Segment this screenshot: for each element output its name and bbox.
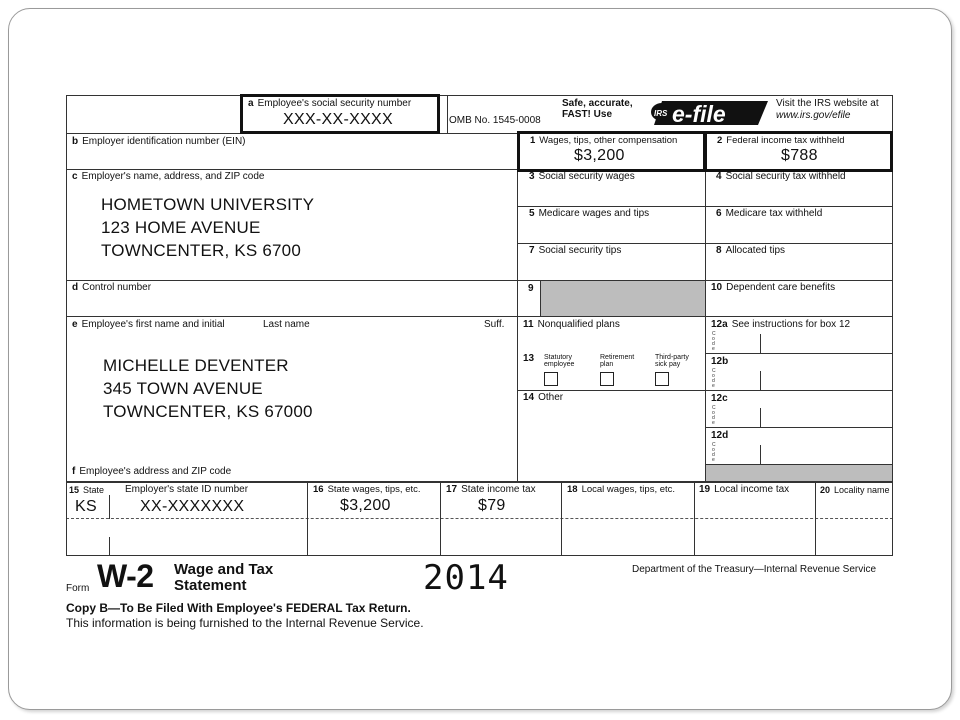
box-1-value: $3,200 bbox=[574, 147, 625, 164]
box-15-label: 15 State bbox=[69, 485, 105, 495]
state-value: KS bbox=[75, 498, 97, 515]
last-name-label: Last name bbox=[263, 319, 310, 330]
box-12b-label: 12b bbox=[711, 356, 729, 367]
retirement-plan-label: Retirement plan bbox=[600, 354, 635, 368]
box-3-label: 3 Social security wages bbox=[529, 171, 635, 182]
box-12c-label: 12c bbox=[711, 393, 728, 404]
box-20-label: 20 Locality name bbox=[820, 485, 890, 495]
title-line-1: Wage and Tax bbox=[174, 561, 274, 578]
safe-text-1: Safe, accurate, bbox=[562, 98, 633, 109]
visit-text-2: www.irs.gov/efile bbox=[776, 110, 851, 121]
box-5-label: 5 Medicare wages and tips bbox=[529, 208, 650, 219]
box-8-label: 8 Allocated tips bbox=[716, 245, 786, 256]
retirement-plan-checkbox[interactable] bbox=[600, 372, 614, 386]
box-13-number: 13 bbox=[523, 353, 535, 364]
form-name: W-2 bbox=[97, 558, 154, 594]
box-17-label: 17 State income tax bbox=[446, 484, 536, 495]
box-c-label: c Employer's name, address, and ZIP code bbox=[72, 171, 265, 182]
statutory-employee-checkbox[interactable] bbox=[544, 372, 558, 386]
box-12d-code: Code bbox=[712, 442, 716, 463]
box-16-label: 16 State wages, tips, etc. bbox=[313, 484, 421, 495]
box-12b-code: Code bbox=[712, 368, 716, 389]
box-9-label: 9 bbox=[528, 283, 534, 294]
box-d-label: d Control number bbox=[72, 282, 152, 293]
efile-text: e-file bbox=[672, 101, 726, 127]
copy-b-text: Copy B—To Be Filed With Employee's FEDERAL Tax Return. bbox=[66, 601, 411, 615]
box-12a-code: Code bbox=[712, 331, 716, 352]
suffix-label: Suff. bbox=[484, 319, 505, 330]
box-18-label: 18 Local wages, tips, etc. bbox=[567, 484, 676, 495]
box-7-label: 7 Social security tips bbox=[529, 245, 622, 256]
statutory-employee-label: Statutory employee bbox=[544, 354, 575, 368]
ssn-value: XXX-XX-XXXX bbox=[283, 111, 394, 128]
box-12-footer-shade bbox=[706, 464, 892, 481]
box-b-label: b Employer identification number (EIN) bbox=[72, 136, 246, 147]
third-party-sick-pay-label: Third-party sick pay bbox=[655, 354, 689, 368]
box-4-label: 4 Social security tax withheld bbox=[716, 171, 846, 182]
box-f-label: f Employee's address and ZIP code bbox=[72, 466, 232, 477]
efile-irs-text: IRS bbox=[654, 109, 668, 118]
box-14-label: 14 Other bbox=[523, 392, 564, 403]
box-1-label: 1 Wages, tips, other compensation bbox=[530, 135, 678, 146]
title-line-2: Statement bbox=[174, 577, 247, 594]
safe-text-2: FAST! Use bbox=[562, 109, 613, 120]
box-6-label: 6 Medicare tax withheld bbox=[716, 208, 823, 219]
department-text: Department of the Treasury—Internal Revenue Service bbox=[632, 564, 877, 575]
box-11-label: 11 Nonqualified plans bbox=[523, 319, 620, 330]
box-10-label: 10 Dependent care benefits bbox=[711, 282, 836, 293]
omb-number: OMB No. 1545-0008 bbox=[449, 115, 541, 126]
form-word: Form bbox=[66, 583, 90, 594]
third-party-sick-pay-checkbox[interactable] bbox=[655, 372, 669, 386]
furnished-text: This information is being furnished to the Internal Revenue Service. bbox=[66, 616, 424, 630]
employer-state-id-label: Employer's state ID number bbox=[125, 484, 249, 495]
box-2-value: $788 bbox=[781, 147, 818, 164]
box-2-label: 2 Federal income tax withheld bbox=[717, 135, 845, 146]
employee-address: MICHELLE DEVENTER 345 TOWN AVENUE TOWNCENTER, KS 67000 bbox=[103, 356, 313, 421]
state-wages-value: $3,200 bbox=[340, 497, 391, 514]
box-12c-code: Code bbox=[712, 405, 716, 426]
box-12a-label: 12a See instructions for box 12 bbox=[711, 319, 851, 330]
visit-text-1: Visit the IRS website at bbox=[776, 98, 879, 109]
state-id-value: XX-XXXXXXX bbox=[140, 498, 245, 515]
box-a-label: a Employee's social security number bbox=[248, 98, 412, 109]
state-tax-value: $79 bbox=[478, 497, 506, 514]
box-12d-label: 12d bbox=[711, 430, 729, 441]
box-e-label: e Employee's first name and initial bbox=[72, 319, 225, 330]
box-19-label: 19 Local income tax bbox=[699, 484, 790, 495]
box-9-shade bbox=[541, 281, 705, 316]
irs-efile-logo bbox=[650, 98, 770, 128]
tax-year: 2014 bbox=[423, 558, 509, 598]
employer-address: HOMETOWN UNIVERSITY 123 HOME AVENUE TOWNCENTER, KS 6700 bbox=[101, 195, 315, 260]
